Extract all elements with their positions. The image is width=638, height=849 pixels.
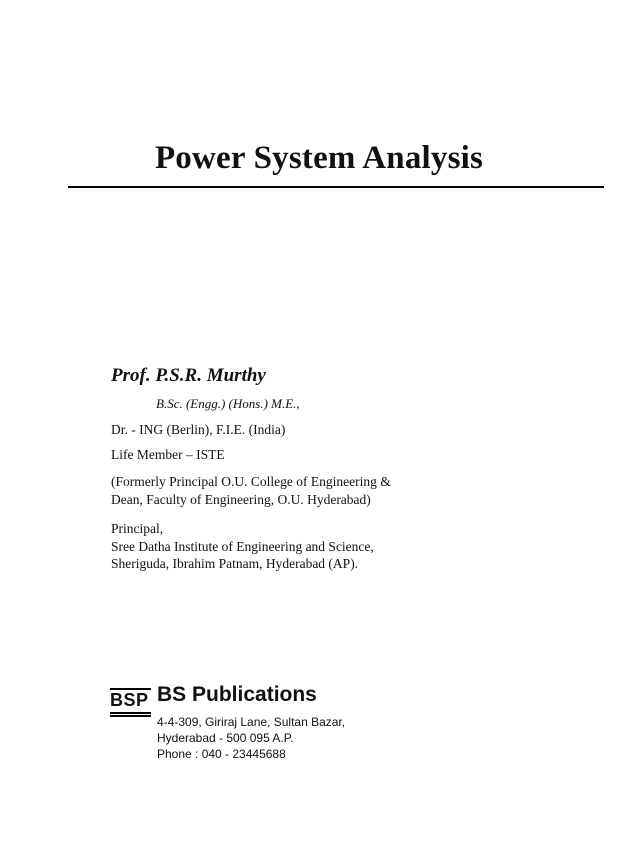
author-membership: Life Member – ISTE	[111, 447, 225, 462]
book-title: Power System Analysis	[154, 140, 484, 176]
address-line: 4-4-309, Giriraj Lane, Sultan Bazar,	[157, 715, 346, 729]
current-role-line: Principal,	[111, 521, 164, 536]
logo-rule	[110, 715, 151, 717]
logo-rule	[110, 712, 151, 714]
author-degrees: B.Sc. (Engg.) (Hons.) M.E.,	[156, 396, 300, 411]
publisher-logo	[110, 690, 149, 710]
former-role-line: Dean, Faculty of Engineering, O.U. Hyderabad)	[111, 491, 371, 507]
current-role-line: Sheriguda, Ibrahim Patnam, Hyderabad (AP).	[111, 556, 359, 571]
title-underline	[68, 186, 604, 188]
publisher-address	[157, 714, 345, 762]
former-role	[111, 473, 391, 508]
logo-rule	[110, 688, 151, 690]
current-role-line: Sree Datha Institute of Engineering and Science,	[111, 538, 374, 554]
publisher-name: BS Publications	[157, 683, 317, 706]
former-role-line: (Formerly Principal O.U. College of Engineering &	[111, 474, 391, 489]
publisher-logo-text: BSP	[110, 690, 149, 710]
publisher-phone: Phone : 040 - 23445688	[157, 747, 286, 761]
author-name: Prof. P.S.R. Murthy	[111, 365, 266, 386]
author-doctorate: Dr. - ING (Berlin), F.I.E. (India)	[111, 422, 286, 437]
address-line: Hyderabad - 500 095 A.P.	[157, 731, 294, 745]
current-role	[111, 520, 374, 573]
